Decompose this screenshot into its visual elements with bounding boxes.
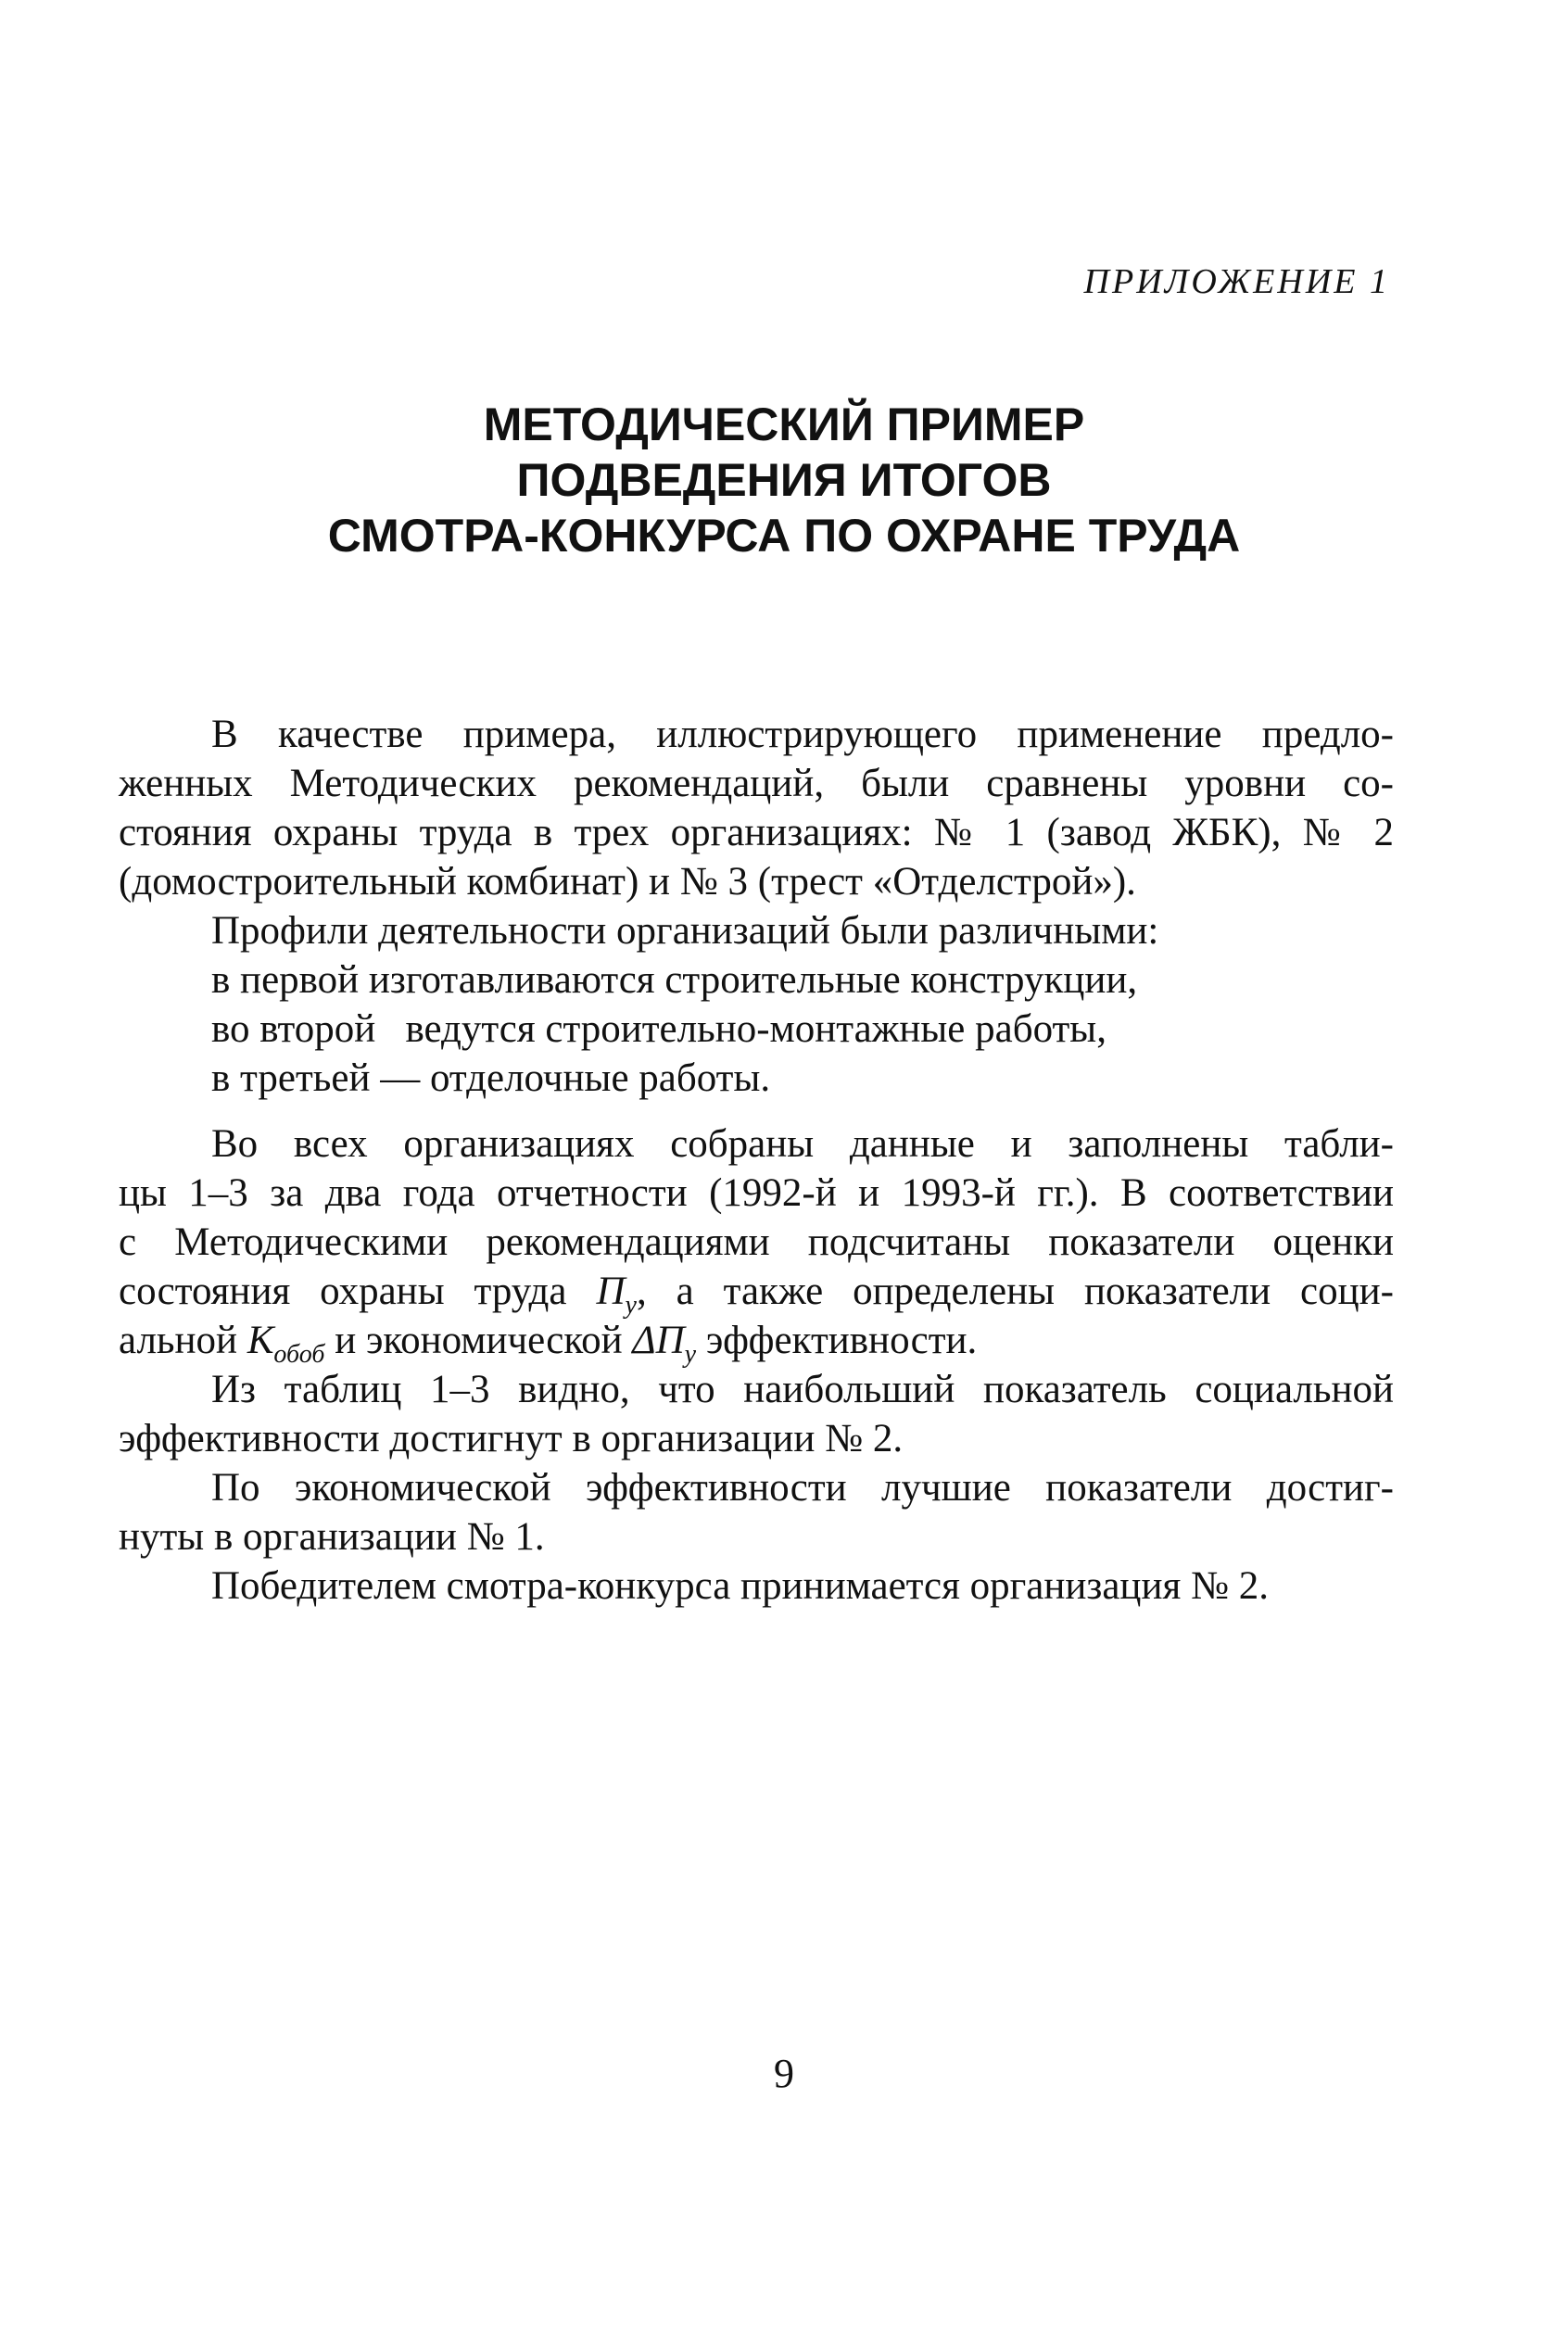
symbol-k: К (247, 1319, 274, 1362)
paragraph-4 (119, 1365, 1394, 1463)
paragraph-3-line-1: Во всех организациях собраны данные и заполнены табли- (211, 1122, 1394, 1166)
title-line-2: ПОДВЕДЕНИЯ ИТОГОВ (516, 454, 1052, 506)
paragraph-2-line-1: Профили деятельности организаций были различными: (211, 909, 1159, 953)
paragraph-5 (119, 1463, 1394, 1561)
document-body (119, 710, 1394, 1611)
paragraph-2-line-2: в первой изготавливаются строительные конструкции, (211, 958, 1138, 1002)
title-line-3: СМОТРА-КОНКУРСА ПО ОХРАНЕ ТРУДА (327, 510, 1241, 562)
symbol-k-subscript: обоб (273, 1340, 325, 1369)
paragraph-4-line-1: Из таблиц 1–3 видно, что наибольший показатель социальной (211, 1368, 1394, 1411)
paragraph-2 (119, 906, 1394, 1103)
paragraph-2-line-4: в третьей — отделочные работы. (211, 1056, 771, 1100)
paragraph-3-line-5 (119, 1316, 1394, 1369)
paragraph-3-line-5-text-a: альной (119, 1319, 247, 1362)
paragraph-2-line-3: во второй ведутся строительно-монтажные работы, (211, 1007, 1106, 1051)
paragraph-3-line-4 (119, 1267, 1394, 1320)
paragraph-4-line-2: эффективности достигнут в организации № 2. (119, 1417, 904, 1460)
symbol-p: П (596, 1270, 626, 1313)
paragraph-1-line-1: В качестве примера, иллюстрирующего применение предло- (211, 713, 1394, 756)
paragraph-3-line-5-text-c: эффективности. (696, 1319, 978, 1362)
paragraph-3-line-3: с Методическими рекомендациями подсчитаны показатели оценки (119, 1220, 1394, 1264)
paragraph-1-line-4: (домостроительный комбинат) и № 3 (трест «Отделстрой»). (119, 860, 1136, 904)
title-line-1: МЕТОДИЧЕСКИЙ ПРИМЕР (483, 398, 1085, 450)
paragraph-1-line-3: стояния охраны труда в трех организациях: № 1 (завод ЖБК), № 2 (119, 811, 1394, 854)
paragraph-3-line-2: цы 1–3 за два года отчетности (1992-й и 1993-й гг.). В соответствии (119, 1171, 1394, 1215)
paragraph-5-line-1: По экономической эффективности лучшие показатели достиг- (211, 1466, 1394, 1510)
paragraph-3-line-4-text-b: , а также определены показатели соци- (636, 1270, 1394, 1313)
paragraph-3-line-4-text-a: состояния охраны труда (119, 1270, 597, 1313)
paragraph-1-line-2: женных Методических рекомендаций, были сравнены уровни со- (119, 762, 1394, 805)
paragraph-1 (119, 710, 1394, 906)
symbol-p-subscript: у (625, 1291, 637, 1320)
paragraph-3-line-5-text-b: и экономической (324, 1319, 633, 1362)
symbol-delta-p-subscript: у (684, 1340, 697, 1369)
document-title (0, 397, 1568, 563)
appendix-label: ПРИЛОЖЕНИЕ 1 (1083, 262, 1390, 301)
paragraph-gap (119, 1103, 1394, 1119)
paragraph-6-line-1: Победителем смотра-конкурса принимается организация № 2. (211, 1564, 1270, 1608)
paragraph-3 (119, 1119, 1394, 1369)
symbol-delta-p: ΔП (632, 1319, 685, 1362)
page-number: 9 (774, 2051, 794, 2096)
paragraph-5-line-2: нуты в организации № 1. (119, 1515, 545, 1559)
paragraph-6 (119, 1561, 1394, 1611)
